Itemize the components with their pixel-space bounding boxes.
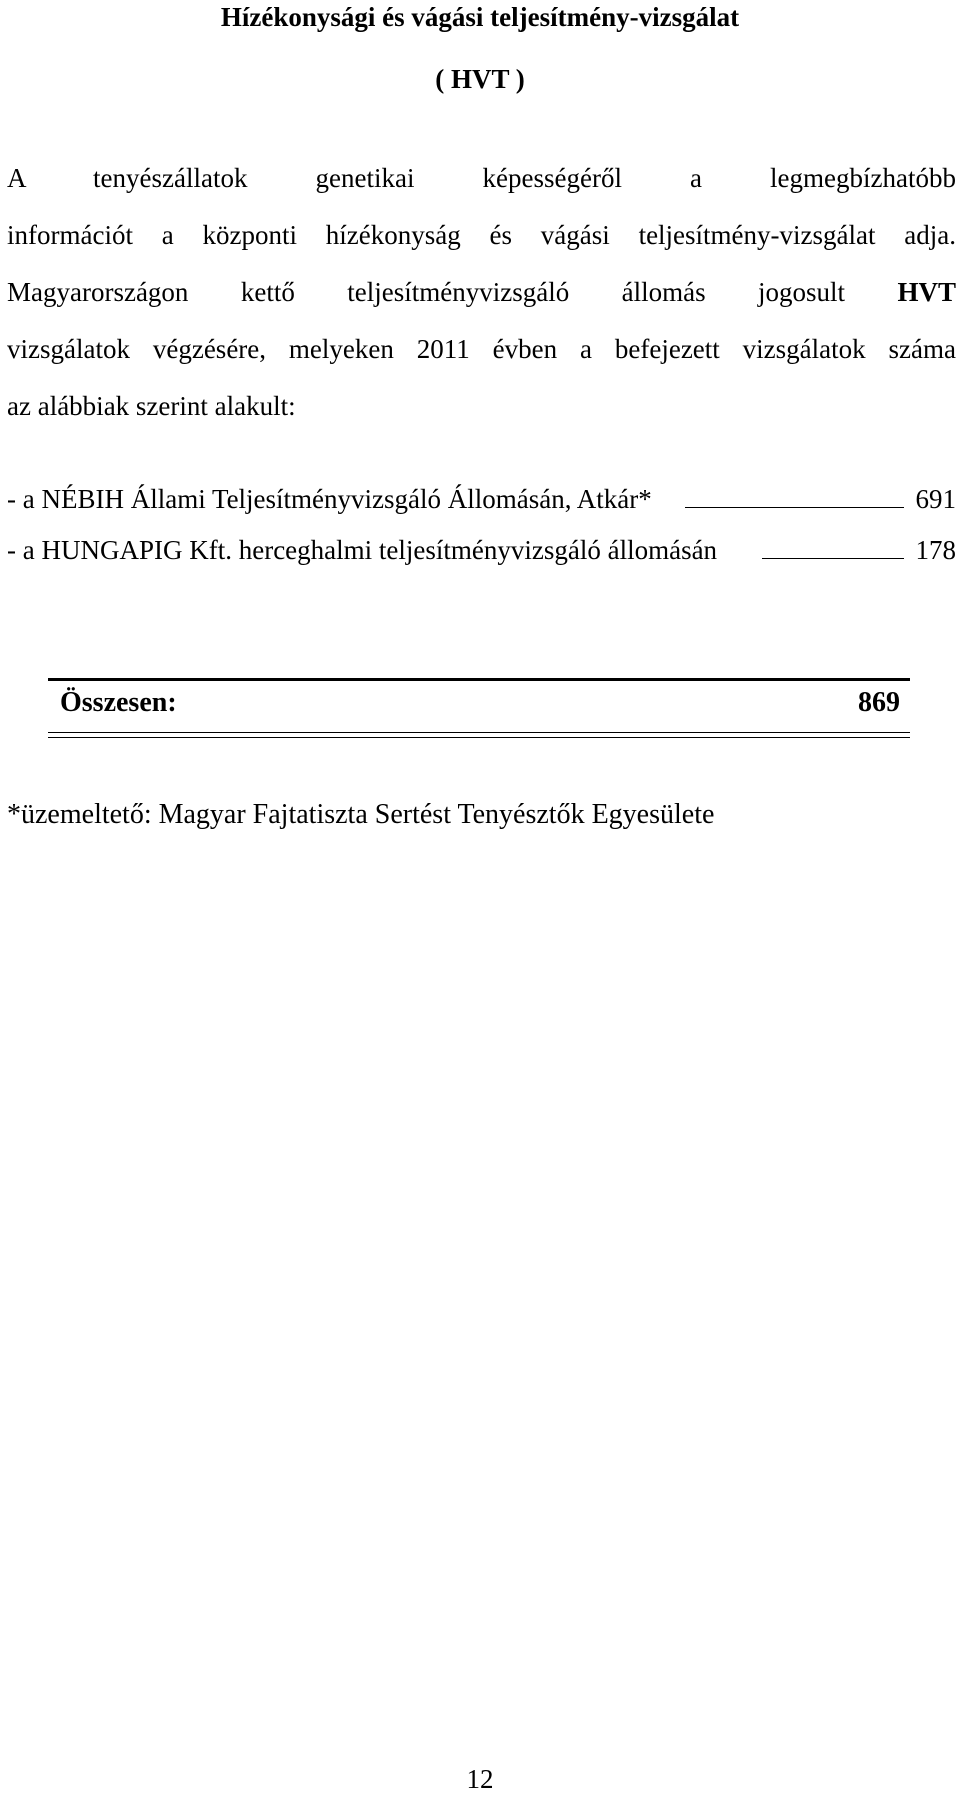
footnote: *üzemeltető: Magyar Fajtatiszta Sertést Tenyésztők Egyesülete [7, 799, 715, 830]
leader-line [685, 507, 904, 508]
station-row [7, 530, 956, 570]
total-value: 869 [858, 687, 900, 718]
paragraph-line-5: az alábbiak szerint alakult: [7, 391, 296, 421]
paragraph-line-4: vizsgálatok végzésére, melyeken 2011 évben a befejezett vizsgálatok száma [7, 334, 956, 364]
paragraph-line-3-text: Magyarországon kettő teljesítményvizsgáló állomás jogosult [7, 277, 846, 307]
document-title: Hízékonysági és vágási teljesítmény-vizsgálat [220, 2, 740, 32]
station-label: - a NÉBIH Állami Teljesítményvizsgáló Állomásán, Atkár* [7, 484, 652, 514]
total-rule-top [48, 678, 910, 681]
total-rule-bottom-double [48, 732, 910, 738]
station-label: - a HUNGAPIG Kft. herceghalmi teljesítményvizsgáló állomásán [7, 535, 718, 565]
paragraph-line-2: információt a központi hízékonyság és vágási teljesítmény-vizsgálat adja. [7, 220, 956, 250]
total-label: Összesen: [60, 687, 177, 718]
total-row [60, 684, 900, 722]
hvt-abbreviation: HVT [897, 277, 956, 307]
station-count: 691 [915, 484, 956, 514]
document-subtitle: ( HVT ) [435, 64, 525, 94]
page-number: 12 [466, 1764, 494, 1794]
station-count: 178 [915, 535, 956, 565]
paragraph-line-1: A tenyészállatok genetikai képességéről a legmegbízhatóbb [7, 163, 956, 193]
intro-paragraph [7, 150, 956, 435]
leader-line [762, 558, 904, 559]
station-row [7, 479, 956, 519]
paragraph-line-3 [7, 264, 956, 321]
